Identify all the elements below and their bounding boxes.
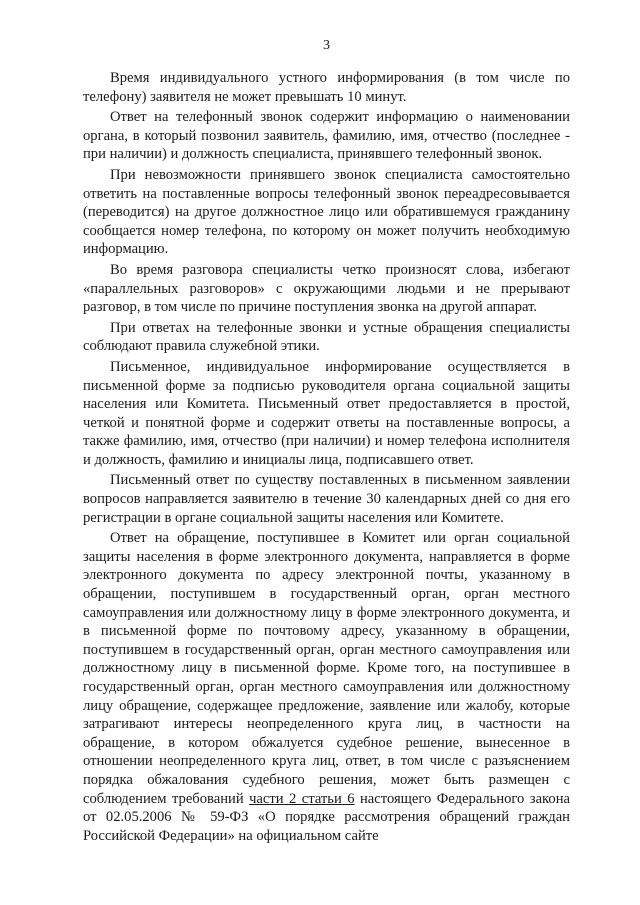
paragraph-phone-answer-content: Ответ на телефонный звонок содержит информацию о наименовании органа, в который позвонил заявитель, фамилию, имя, отчество (последнее - при наличии) и должность специалиста, принявшего телефонный звонок. xyxy=(83,109,570,163)
paragraph-written-answer-deadline: Письменный ответ по существу поставленных в письменном заявлении вопросов направляется заявителю в течение 30 календарных дней со дня его регистрации в органе социальной защиты населения или Комитете. xyxy=(83,472,570,526)
paragraph-conversation-rules: Во время разговора специалисты четко произносят слова, избегают «параллельных разговоров» с окружающими людьми и не прерывают разговор, в том числе по причине поступления звонка на другой аппарат. xyxy=(83,261,570,316)
paragraph-electronic-answer xyxy=(83,529,570,845)
paragraph-electronic-answer-text: Ответ на обращение, поступившее в Комитет или орган социальной защиты населения в форме электронного документа, направляется в форме электронного документа по адресу электронной почты, указанному в обращении, поступившем в государственный орган, орган местного самоуправления или должностному лицу в форме электронного документа, и в письменной форме по почтовому адресу, указанному в обращении, поступившем в государственный орган, орган местного самоуправления или должностному лицу в письменной форме. Кроме того, на поступившее в государственный орган, орган местного самоуправления или должностному лицу обращение, содержащее предложение, заявление или жалобу, которые затрагивают интересы неопределенного круга лиц, в частности на обращение, в котором обжалуется судебное решение, вынесенное в отношении неопределенного круга лиц, ответ, в том числе с разъяснением порядка обжалования судебного решения, может быть размещен с соблюдением требований xyxy=(83,530,570,807)
paragraph-oral-info-time: Время индивидуального устного информирования (в том числе по телефону) заявителя не может превышать 10 минут. xyxy=(83,70,570,105)
paragraph-written-info: Письменное, индивидуальное информирование осуществляется в письменной форме за подписью руководителя органа социальной защиты населения или Комитета. Письменный ответ предоставляется в простой, четкой и понятной форме и содержит ответы на поставленные вопросы, а также фамилию, имя, отчество (при наличии) и номер телефона исполнителя и должность, фамилию и инициалы лица, подписавшего ответ. xyxy=(83,358,570,468)
paragraph-electronic-answer-tail: настоящего Федерального закона от 02.05.2006 № 59-ФЗ «О порядке рассмотрения обращений граждан Российской Федерации» на официальном сайте xyxy=(83,790,570,844)
law-reference-link[interactable]: части 2 статьи 6 xyxy=(249,790,355,807)
paragraph-call-redirect: При невозможности принявшего звонок специалиста самостоятельно ответить на поставленные вопросы телефонный звонок переадресовывается (переводится) на другое должностное лицо или обратившемуся гражданину сообщается номер телефона, по которому он может получить необходимую информацию. xyxy=(83,166,570,258)
paragraph-service-ethics: При ответах на телефонные звонки и устные обращения специалисты соблюдают правила служебной этики. xyxy=(83,319,570,355)
page-number: 3 xyxy=(323,38,330,53)
